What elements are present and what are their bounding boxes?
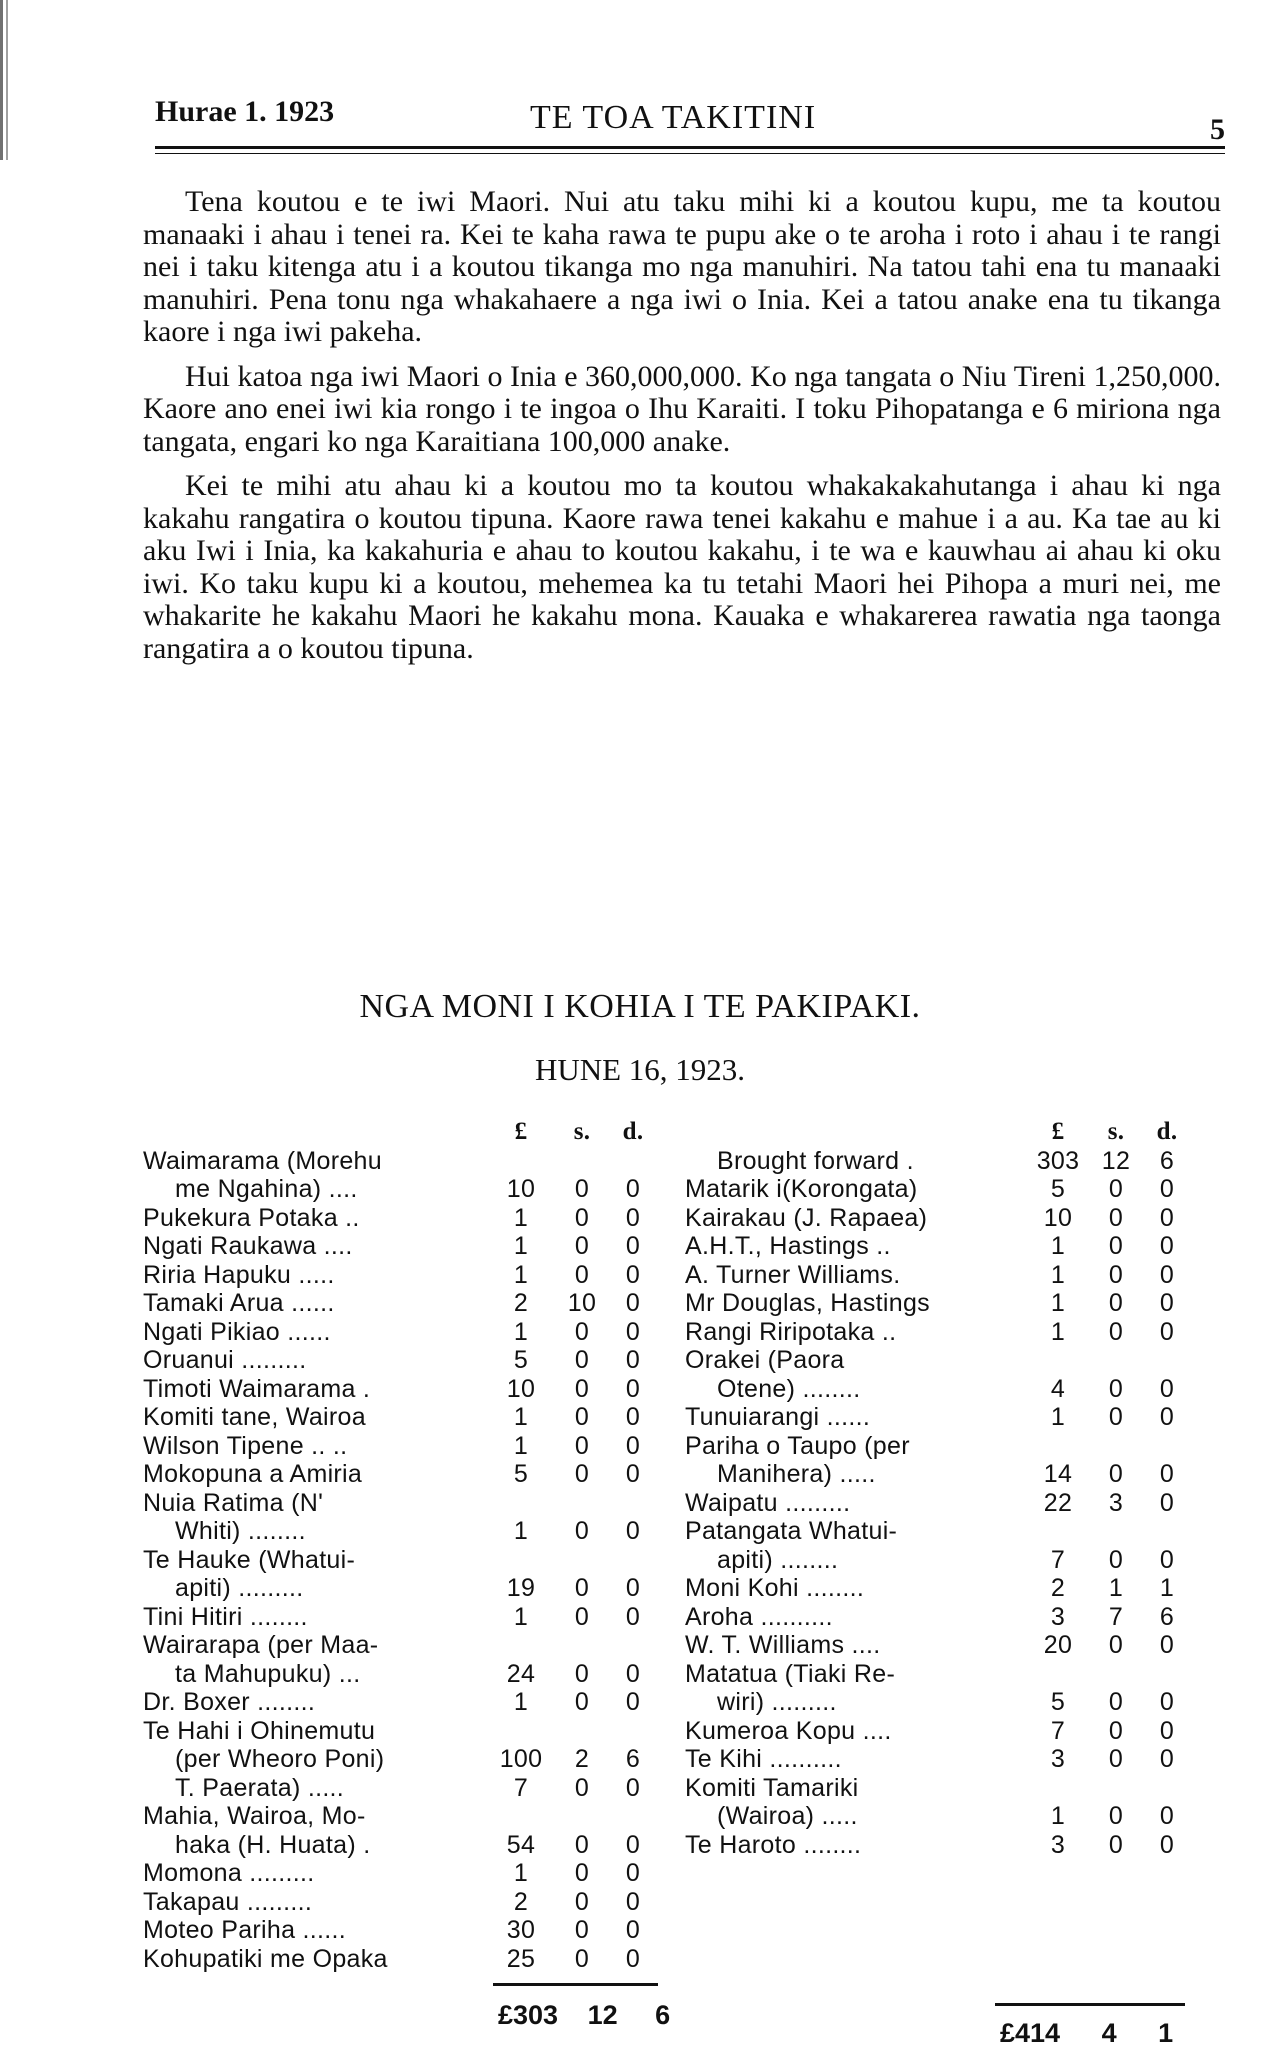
table-row (685, 1318, 1190, 1347)
column-header (143, 1118, 658, 1147)
shillings: 0 (1108, 1716, 1124, 1745)
table-row (143, 1831, 658, 1860)
pounds: 4 (1050, 1374, 1066, 1403)
left-total: £303 12 6 (498, 2000, 671, 2030)
shillings: 0 (574, 1574, 590, 1602)
donor-name: Te Haroto ........ (685, 1830, 862, 1859)
donor-name: Komiti tane, Wairoa (143, 1403, 366, 1431)
donor-name: Timoti Waimarama . (143, 1374, 371, 1403)
pence: 0 (625, 1659, 641, 1688)
pounds: 1 (513, 1688, 529, 1716)
table-row (685, 1204, 1190, 1233)
table-row (143, 1261, 658, 1290)
pence: 0 (1159, 1260, 1175, 1289)
donations-table-left (143, 1118, 658, 1973)
shillings: 0 (574, 1317, 590, 1346)
pounds: 1 (1050, 1232, 1066, 1260)
total-rule (493, 1983, 658, 1986)
table-row-line (685, 1346, 1190, 1375)
shillings-header: s. (1107, 1118, 1125, 1145)
publication-title: TE TOA TAKITINI (530, 99, 817, 136)
shillings: 10 (567, 1289, 597, 1317)
pounds: 1 (1050, 1317, 1066, 1346)
shillings: 0 (574, 1203, 590, 1232)
pence: 0 (1159, 1203, 1175, 1232)
pounds: 7 (513, 1773, 529, 1802)
donor-name: Mahia, Wairoa, Mo- (143, 1802, 366, 1830)
pence: 0 (625, 1289, 641, 1317)
pounds: 1 (1050, 1260, 1066, 1289)
shillings: 0 (1108, 1830, 1124, 1859)
pence: 0 (625, 1859, 641, 1887)
pounds: 10 (1043, 1203, 1073, 1232)
donor-name: haka (H. Huata) . (175, 1830, 371, 1859)
pence: 0 (625, 1374, 641, 1403)
pounds: 1 (1050, 1289, 1066, 1317)
table-row (685, 1831, 1190, 1860)
table-row-line (685, 1517, 1190, 1546)
pounds: 10 (506, 1374, 536, 1403)
table-row-line (143, 1147, 658, 1176)
pounds: 2 (513, 1887, 529, 1916)
pounds: 5 (1050, 1175, 1066, 1203)
shillings: 0 (1108, 1403, 1124, 1431)
shillings: 12 (1101, 1146, 1131, 1175)
pounds: 1 (513, 1403, 529, 1431)
pounds-header: £ (1051, 1118, 1065, 1145)
pence-header: d. (622, 1118, 644, 1145)
right-total: £414 4 1 (1000, 2018, 1174, 2048)
donor-name: Komiti Tamariki (685, 1773, 859, 1802)
pence: 0 (1159, 1175, 1175, 1203)
shillings: 0 (574, 1659, 590, 1688)
donor-name: Momona ......... (143, 1859, 315, 1887)
donor-name: Orakei (Paora (685, 1346, 845, 1374)
shillings: 0 (1108, 1460, 1124, 1488)
pence: 0 (625, 1175, 641, 1203)
pence: 0 (625, 1232, 641, 1260)
shillings: 0 (1108, 1289, 1124, 1317)
pence: 0 (625, 1688, 641, 1716)
donor-name: Te Hahi i Ohinemutu (143, 1716, 376, 1745)
donor-name: Patangata Whatui- (685, 1517, 898, 1545)
section-title: NGA MONI I KOHIA I TE PAKIPAKI. (359, 988, 921, 1025)
table-row (143, 1460, 658, 1489)
header-rule-thin (155, 153, 1225, 154)
shillings: 0 (1108, 1688, 1124, 1716)
table-row (685, 1717, 1190, 1746)
shillings: 0 (1108, 1745, 1124, 1773)
paragraph: Kei te mihi atu ahau ki a koutou mo ta koutou whakakakahutanga i ahau ki nga kakahu rangatira o koutou tipuna. Kaore rawa tenei kakahu e mahue i a au. Ka tae au ki aku Iwi i Inia, ka kakahuria e ahau to koutou kakahu, i te wa e kauwhau ai ahau ki oku iwi. Ko taku kupu ki a koutou, mehemea ka tu tetahi Maori hei Pihopa a muri nei, me whakarite he kakahu Maori he kakahu mona. Kauaka e whakarerea rawatia nga taonga rangatira a o koutou tipuna. (143, 469, 1221, 665)
donor-name: Nuia Ratima (N' (143, 1488, 324, 1517)
table-row-line (143, 1717, 658, 1746)
table-row-line (143, 1489, 658, 1518)
donor-name: Te Hauke (Whatui- (143, 1545, 356, 1574)
pence: 0 (625, 1203, 641, 1232)
table-row-line (685, 1432, 1190, 1461)
pounds: 14 (1043, 1460, 1073, 1488)
pounds: 2 (1050, 1574, 1066, 1602)
donor-name: Ngati Raukawa .... (143, 1232, 353, 1260)
pence: 1 (1159, 1574, 1175, 1602)
shillings: 0 (574, 1260, 590, 1289)
table-row (143, 1945, 658, 1974)
pence: 0 (625, 1317, 641, 1346)
table-row (143, 1289, 658, 1318)
table-row (685, 1603, 1190, 1632)
shillings: 0 (1108, 1203, 1124, 1232)
table-row (143, 1745, 658, 1774)
table-row (143, 1346, 658, 1375)
donor-name: Aroha .......... (685, 1602, 833, 1631)
table-row (685, 1574, 1190, 1603)
shillings: 3 (1108, 1488, 1124, 1517)
donor-name: Rangi Riripotaka .. (685, 1317, 897, 1346)
pence: 0 (625, 1944, 641, 1973)
donor-name: Kohupatiki me Opaka (143, 1944, 388, 1973)
shillings: 0 (574, 1830, 590, 1859)
shillings: 0 (1108, 1631, 1124, 1659)
issue-date: Hurae 1. 1923 (155, 95, 335, 128)
table-row (143, 1432, 658, 1461)
pence: 6 (1159, 1146, 1175, 1175)
pence: 0 (1159, 1802, 1175, 1830)
pence: 0 (1159, 1232, 1175, 1260)
pounds: 2 (513, 1289, 529, 1317)
donor-name: Mr Douglas, Hastings (685, 1289, 930, 1317)
pence: 0 (625, 1431, 641, 1460)
donor-name: Wilson Tipene .. .. (143, 1431, 348, 1460)
pounds: 54 (506, 1830, 536, 1859)
donor-name: Whiti) ........ (175, 1517, 306, 1545)
table-row (685, 1489, 1190, 1518)
table-row (143, 1403, 658, 1432)
shillings: 0 (574, 1688, 590, 1716)
pounds: 3 (1050, 1745, 1066, 1773)
pence: 0 (1159, 1631, 1175, 1659)
donor-name: me Ngahina) .... (175, 1175, 358, 1203)
table-row (143, 1916, 658, 1945)
total-rule (995, 2003, 1185, 2006)
spacer (143, 1118, 486, 1147)
table-row-line (143, 1631, 658, 1660)
table-row (143, 1318, 658, 1347)
donor-name: Wairarapa (per Maa- (143, 1631, 379, 1659)
donor-name: Riria Hapuku ..... (143, 1260, 335, 1289)
donor-name: Mokopuna a Amiria (143, 1460, 363, 1488)
column-header (685, 1118, 1190, 1147)
pence: 0 (625, 1602, 641, 1631)
pence: 0 (625, 1916, 641, 1944)
donor-name: Tamaki Arua ...... (143, 1289, 335, 1317)
pence: 0 (1159, 1545, 1175, 1574)
pence: 0 (625, 1773, 641, 1802)
shillings: 7 (1108, 1602, 1124, 1631)
scan-edge (0, 0, 14, 160)
article-body (143, 186, 1221, 677)
donor-name: Te Kihi .......... (685, 1745, 842, 1773)
table-row (685, 1147, 1190, 1176)
pence: 0 (625, 1260, 641, 1289)
table-row (685, 1688, 1190, 1717)
pounds: 19 (506, 1574, 536, 1602)
donor-name: Tunuiarangi ...... (685, 1403, 871, 1431)
pounds: 1 (513, 1517, 529, 1545)
donor-name: ta Mahupuku) ... (175, 1659, 361, 1688)
pounds: 20 (1043, 1631, 1073, 1659)
donor-name: A. Turner Williams. (685, 1260, 901, 1289)
header-rule (155, 146, 1225, 149)
pence: 0 (625, 1830, 641, 1859)
shillings: 0 (574, 1916, 590, 1944)
donor-name: W. T. Williams .... (685, 1631, 881, 1659)
page-number: 5 (1210, 113, 1225, 146)
spacer (685, 1118, 1028, 1147)
table-row (685, 1175, 1190, 1204)
shillings: 0 (574, 1175, 590, 1203)
pence: 0 (1159, 1403, 1175, 1431)
table-row (143, 1232, 658, 1261)
donor-name: Pukekura Potaka .. (143, 1203, 360, 1232)
shillings-header: s. (573, 1118, 591, 1145)
table-row (685, 1802, 1190, 1831)
donor-name: Waimarama (Morehu (143, 1146, 382, 1175)
donor-name: Otene) ........ (717, 1374, 861, 1403)
pounds: 7 (1050, 1716, 1066, 1745)
donor-name: Takapau ......... (143, 1887, 313, 1916)
shillings: 0 (1108, 1802, 1124, 1830)
pounds: 1 (513, 1602, 529, 1631)
shillings: 0 (574, 1431, 590, 1460)
donor-name: wiri) ......... (717, 1688, 837, 1716)
shillings: 0 (1108, 1175, 1124, 1203)
donor-name: T. Paerata) ..... (175, 1773, 345, 1802)
table-row-line (143, 1802, 658, 1831)
table-row-line (685, 1774, 1190, 1803)
table-row (143, 1603, 658, 1632)
pounds: 303 (1036, 1146, 1080, 1175)
table-row (143, 1375, 658, 1404)
pounds: 1 (513, 1859, 529, 1887)
donor-name: A.H.T., Hastings .. (685, 1232, 891, 1260)
pence: 0 (1159, 1317, 1175, 1346)
pounds: 1 (513, 1232, 529, 1260)
donor-name: Tini Hitiri ........ (143, 1602, 308, 1631)
donor-name: Brought forward . (717, 1146, 914, 1175)
pence: 0 (625, 1346, 641, 1374)
donor-name: Ngati Pikiao ...... (143, 1317, 331, 1346)
pounds: 25 (506, 1944, 536, 1973)
shillings: 0 (574, 1944, 590, 1973)
pounds: 10 (506, 1175, 536, 1203)
pounds: 24 (506, 1659, 536, 1688)
shillings: 0 (574, 1773, 590, 1802)
pence: 0 (1159, 1289, 1175, 1317)
pence: 0 (1159, 1374, 1175, 1403)
donor-name: Moteo Pariha ...... (143, 1916, 347, 1944)
pence: 0 (625, 1887, 641, 1916)
pounds: 22 (1043, 1488, 1073, 1517)
pounds: 1 (513, 1203, 529, 1232)
pounds: 1 (513, 1431, 529, 1460)
pounds: 3 (1050, 1830, 1066, 1859)
table-row (685, 1289, 1190, 1318)
pounds: 7 (1050, 1545, 1066, 1574)
table-row (685, 1631, 1190, 1660)
donor-name: apiti) ......... (175, 1574, 304, 1602)
shillings: 0 (574, 1602, 590, 1631)
donor-name: Waipatu ......... (685, 1488, 851, 1517)
shillings: 0 (1108, 1260, 1124, 1289)
pence: 6 (1159, 1602, 1175, 1631)
donor-name: Kairakau (J. Rapaea) (685, 1203, 928, 1232)
shillings: 0 (1108, 1317, 1124, 1346)
shillings: 1 (1108, 1574, 1124, 1602)
pence: 0 (1159, 1745, 1175, 1773)
donor-name: Kumeroa Kopu .... (685, 1716, 892, 1745)
pence: 0 (1159, 1460, 1175, 1488)
table-row (143, 1660, 658, 1689)
table-row (143, 1888, 658, 1917)
table-row (685, 1232, 1190, 1261)
donor-name: Moni Kohi ........ (685, 1574, 865, 1602)
pence: 0 (625, 1403, 641, 1431)
pence: 0 (625, 1517, 641, 1545)
donations-table-right (685, 1118, 1190, 1859)
pounds-header: £ (514, 1118, 528, 1145)
table-row (685, 1375, 1190, 1404)
shillings: 0 (574, 1403, 590, 1431)
pence: 0 (1159, 1488, 1175, 1517)
table-row (143, 1175, 658, 1204)
pence: 0 (1159, 1830, 1175, 1859)
pounds: 1 (1050, 1403, 1066, 1431)
table-row (143, 1688, 658, 1717)
table-row (143, 1517, 658, 1546)
table-row (685, 1403, 1190, 1432)
paragraph: Tena koutou e te iwi Maori. Nui atu taku mihi ki a koutou kupu, me ta koutou manaaki i ahau i tenei ra. Kei te kaha rawa te pupu ake o te aroha i roto i ahau i te rangi nei i taku kitenga atu i a koutou tikanga mo nga manuhiri. Na tatou tahi ena tu manaaki manuhiri. Pena tonu nga whakahaere a nga iwi o Inia. Kei a tatou anake ena tu tikanga kaore i nga iwi pakeha. (143, 185, 1221, 348)
donor-name: apiti) ........ (717, 1545, 839, 1574)
shillings: 0 (574, 1887, 590, 1916)
pounds: 5 (1050, 1688, 1066, 1716)
donor-name: (per Wheoro Poni) (175, 1745, 385, 1773)
table-row (143, 1774, 658, 1803)
shillings: 0 (574, 1859, 590, 1887)
donor-name: Pariha o Taupo (per (685, 1431, 910, 1460)
pounds: 3 (1050, 1602, 1066, 1631)
donor-name: Matarik i(Korongata) (685, 1175, 918, 1203)
shillings: 2 (574, 1745, 590, 1773)
shillings: 0 (574, 1374, 590, 1403)
running-header (155, 95, 1225, 145)
section-date: HUNE 16, 1923. (534, 1052, 746, 1087)
pounds: 5 (513, 1346, 529, 1374)
table-row (143, 1204, 658, 1233)
pounds: 100 (499, 1745, 543, 1773)
shillings: 0 (1108, 1374, 1124, 1403)
pounds: 5 (513, 1460, 529, 1488)
shillings: 0 (1108, 1545, 1124, 1574)
pence: 6 (625, 1745, 641, 1773)
pounds: 1 (513, 1260, 529, 1289)
table-row-line (143, 1546, 658, 1575)
pounds: 1 (513, 1317, 529, 1346)
pence: 0 (1159, 1716, 1175, 1745)
table-row (685, 1546, 1190, 1575)
donor-name: Manihera) ..... (717, 1460, 876, 1488)
table-row (685, 1745, 1190, 1774)
pence-header: d. (1156, 1118, 1178, 1145)
donor-name: (Wairoa) ..... (717, 1802, 858, 1830)
pounds: 30 (506, 1916, 536, 1944)
donor-name: Oruanui ......... (143, 1346, 307, 1374)
shillings: 0 (574, 1346, 590, 1374)
table-row (685, 1460, 1190, 1489)
pence: 0 (1159, 1688, 1175, 1716)
pounds: 1 (1050, 1802, 1066, 1830)
donor-name: Dr. Boxer ........ (143, 1688, 316, 1716)
pence: 0 (625, 1574, 641, 1602)
table-row (143, 1859, 658, 1888)
table-row (685, 1261, 1190, 1290)
table-row-line (685, 1660, 1190, 1689)
shillings: 0 (574, 1232, 590, 1260)
shillings: 0 (574, 1517, 590, 1545)
shillings: 0 (574, 1460, 590, 1488)
donor-name: Matatua (Tiaki Re- (685, 1659, 896, 1688)
table-row (143, 1574, 658, 1603)
paragraph: Hui katoa nga iwi Maori o Inia e 360,000,000. Ko nga tangata o Niu Tireni 1,250,000. Kaore ano enei iwi kia rongo i te ingoa o Ihu Karaiti. I toku Pihopatanga e 6 miriona nga tangata, engari ko nga Karaitiana 100,000 anake. (143, 359, 1221, 458)
pence: 0 (625, 1460, 641, 1488)
shillings: 0 (1108, 1232, 1124, 1260)
